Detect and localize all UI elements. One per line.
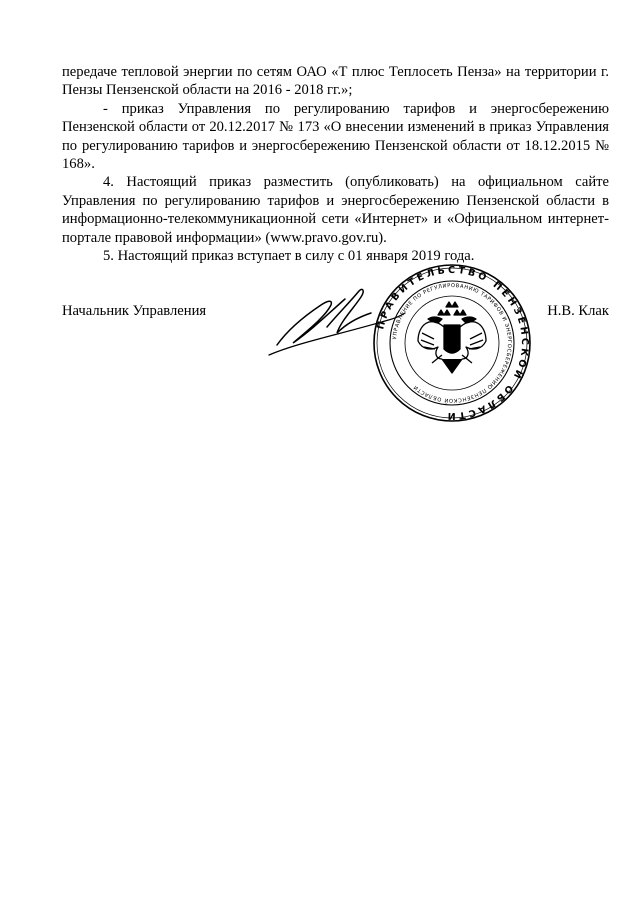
- document-body: [62, 63, 609, 265]
- seal-outer-text: ПРАВИТЕЛЬСТВО ПЕНЗЕНСКОЙ ОБЛАСТИ: [375, 264, 531, 422]
- double-headed-eagle-icon: [418, 302, 486, 373]
- paragraph-publication: 4. Настоящий приказ разместить (опубликовать) на официальном сайте Управления по регулированию тарифов и энергосбережению Пензенской области в информационно-телекоммуникационной сети «Интернет» и «Официальном интернет-портале правовой информации» (www.pravo.gov.ru).: [62, 174, 609, 246]
- seal-inner-text: УПРАВЛЕНИЕ ПО РЕГУЛИРОВАНИЮ ТАРИФОВ И ЭНЕРГОСБЕРЕЖЕНИЮ ПЕНЗЕНСКОЙ ОБЛАСТИ: [392, 282, 513, 404]
- handwritten-signature: [267, 283, 407, 363]
- signatory-position: Начальник Управления: [62, 303, 207, 319]
- signatory-name: Н.В. Клак: [547, 303, 609, 319]
- paragraph-order-173: - приказ Управления по регулированию тарифов и энергосбережению Пензенской области от 20.12.2017 № 173 «О внесении изменений в приказ Управления по регулированию тарифов и энергосбережению Пензенской области от 18.12.2015 № 168».: [62, 100, 609, 173]
- paragraph-tariff-continuation: передаче тепловой энергии по сетям ОАО «Т плюс Теплосеть Пенза» на территории г. Пензы Пензенской области на 2016 - 2018 гг.»;: [62, 64, 609, 99]
- paragraph-effective-date: 5. Настоящий приказ вступает в силу с 01 января 2019 года.: [103, 248, 475, 265]
